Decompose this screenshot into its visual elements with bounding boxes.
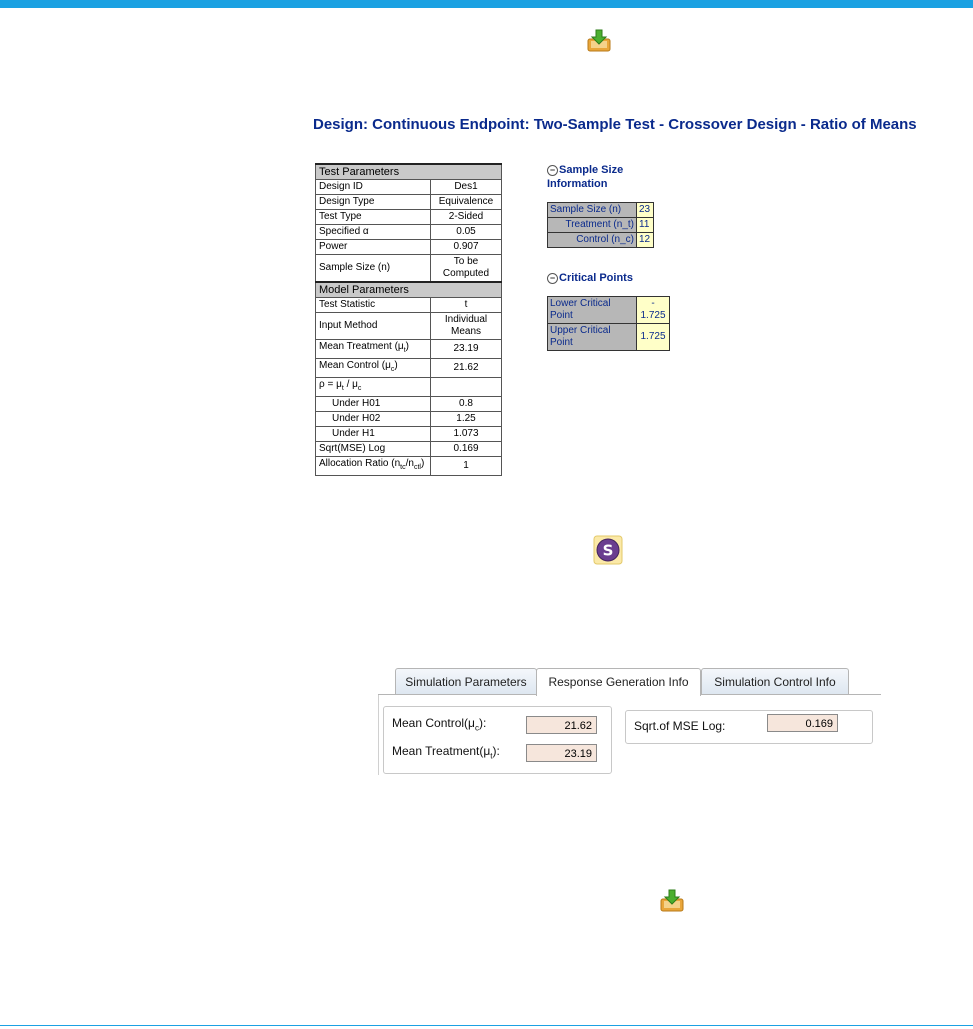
mean-control-input[interactable]: 21.62	[526, 716, 597, 734]
parameters-table	[315, 163, 502, 476]
table-row: Upper Critical Point 1.725	[548, 324, 670, 351]
table-row: Power 0.907	[316, 240, 502, 255]
table-row: Under H1 1.073	[316, 427, 502, 442]
critical-points-table	[547, 296, 670, 351]
top-accent-bar	[0, 0, 973, 8]
bottom-divider	[0, 1025, 973, 1026]
sample-size-heading[interactable]: − Sample Size Information	[547, 164, 624, 190]
sqrt-mse-input[interactable]: 0.169	[767, 714, 838, 732]
simulation-tabs	[378, 668, 881, 695]
table-row: Sample Size (n) 23	[548, 203, 654, 218]
table-row: Lower Critical Point - 1.725	[548, 297, 670, 324]
panel-border	[378, 695, 379, 775]
table-row: Design Type Equivalence	[316, 195, 502, 210]
table-row: $\rho = \mu_t / \mu_c$	[316, 378, 502, 397]
download-tray-icon[interactable]	[658, 887, 686, 915]
table-row: Sample Size (n) To be Computed	[316, 255, 502, 283]
table-row: Under H01 0.8	[316, 397, 502, 412]
table-row: Mean Control $(\mu_c)$ 21.62	[316, 359, 502, 378]
tab-simulation-parameters[interactable]: Simulation Parameters	[395, 668, 537, 695]
sqrt-mse-label: Sqrt.of MSE Log:	[634, 719, 726, 733]
test-parameters-header: Test Parameters	[316, 164, 502, 180]
table-row: Treatment (n_t) 11	[548, 218, 654, 233]
mean-control-label: Mean $Control(\mu_c)$:	[392, 716, 487, 733]
collapse-icon[interactable]: −	[547, 165, 558, 176]
collapse-icon[interactable]: −	[547, 273, 558, 284]
mean-treatment-label: Mean $Treatment(\mu_t)$:	[392, 744, 500, 761]
simulation-s-icon[interactable]	[593, 535, 623, 565]
table-row: Control (n_c) 12	[548, 233, 654, 248]
download-tray-icon[interactable]	[585, 27, 613, 55]
table-row: Sqrt(MSE) Log 0.169	[316, 442, 502, 457]
table-row: Specified α 0.05	[316, 225, 502, 240]
table-row: Test Type 2-Sided	[316, 210, 502, 225]
tab-response-generation-info[interactable]: Response Generation Info	[536, 668, 701, 696]
table-row: Allocation Ratio $(n_{tc}/n_{ctl})$ 1	[316, 457, 502, 476]
svg-text:S: S	[602, 541, 614, 560]
critical-points-heading[interactable]: − Critical Points	[547, 271, 633, 285]
table-row: Design ID Des1	[316, 180, 502, 195]
table-row: Under H02 1.25	[316, 412, 502, 427]
table-row: Test Statistic t	[316, 298, 502, 313]
design-title: Design: Continuous Endpoint: Two-Sample Test - Crossover Design - Ratio of Means	[313, 116, 917, 133]
model-parameters-header: Model Parameters	[316, 282, 502, 298]
mean-treatment-input[interactable]: 23.19	[526, 744, 597, 762]
table-row: Mean Treatment $(\mu_t)$ 23.19	[316, 340, 502, 359]
table-row: Input Method Individual Means	[316, 313, 502, 340]
sample-size-table	[547, 202, 654, 248]
tab-simulation-control-info[interactable]: Simulation Control Info	[701, 668, 849, 695]
